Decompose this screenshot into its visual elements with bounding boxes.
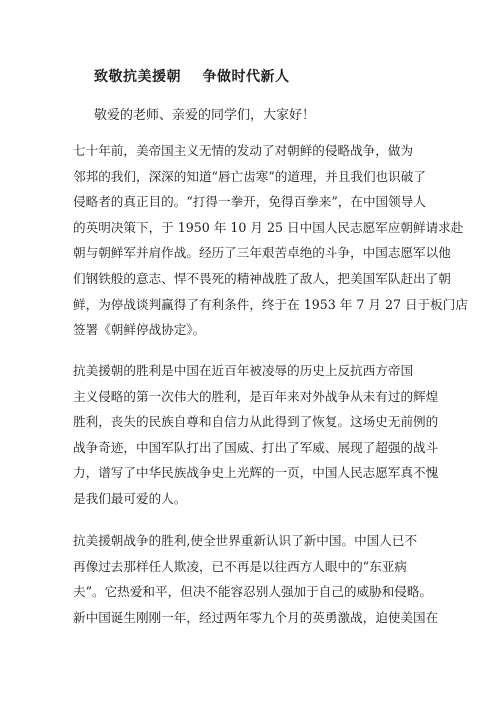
text-line: 胜利，丧失的民族自尊和自信力从此得到了恢复。这场史无前例的 [73, 414, 439, 430]
text-line: 邻邦的我们，深深的知道“唇亡齿寒”的道理，并且我们也识破了 [73, 168, 426, 184]
text-line: 侵略者的真正目的。“打得一拳开，免得百拳来”，在中国领导人 [73, 194, 426, 210]
paragraph-3 [73, 528, 439, 630]
text-line: 们钢铁般的意志、悍不畏死的精神战胜了敌人，把美国军队赶出了朝 [73, 270, 451, 286]
paragraph-2 [73, 358, 439, 512]
text-line: 抗美援朝的胜利是中国在近百年被凌辱的历史上反抗西方帝国 [73, 363, 414, 378]
paragraph-1 [73, 138, 468, 343]
text-line: 力，谱写了中华民族战争史上光辉的一页，中国人民志愿军真不愧 [73, 465, 439, 481]
text-line: 夫”。它热爱和平，但决不能容忍别人强加于自己的威胁和侵略。 [73, 584, 433, 600]
text-line: 鲜，为停战谈判赢得了有利条件，终于在 1953 年 7 月 27 日于板门店 [73, 296, 468, 312]
document-title: 致敬抗美援朝 争做时代新人 [94, 69, 290, 85]
text-line: 朝与朝鲜军并肩作战。经历了三年艰苦卓绝的斗争，中国志愿军以他 [73, 245, 451, 261]
text-line: 的英明决策下，于 1950 年 10 月 25 日中国人民志愿军应朝鲜请求赴 [73, 219, 464, 235]
text-line: 战争奇迹，中国军队打出了国威、打出了军威、展现了超强的战斗 [73, 439, 439, 455]
text-line: 主义侵略的第一次伟大的胜利，是百年来对外战争从未有过的辉煌 [73, 388, 439, 404]
text-line: 新中国诞生刚刚一年，经过两年零九个月的英勇激战，迫使美国在 [73, 609, 439, 625]
text-line: 是我们最可爱的人。 [73, 490, 187, 506]
greeting-line: 敬爱的老师、亲爱的同学们，大家好！ [94, 108, 316, 123]
text-line: 签署《朝鲜停战协定》。 [73, 322, 206, 338]
text-line: 抗美援朝战争的胜利,使全世界重新认识了新中国。中国人已不 [73, 533, 418, 548]
text-line: 七十年前，美帝国主义无情的发动了对朝鲜的侵略战争，做为 [73, 143, 414, 158]
text-line: 再像过去那样任人欺凌，已不再是以往西方人眼中的“东亚病 [73, 558, 407, 574]
